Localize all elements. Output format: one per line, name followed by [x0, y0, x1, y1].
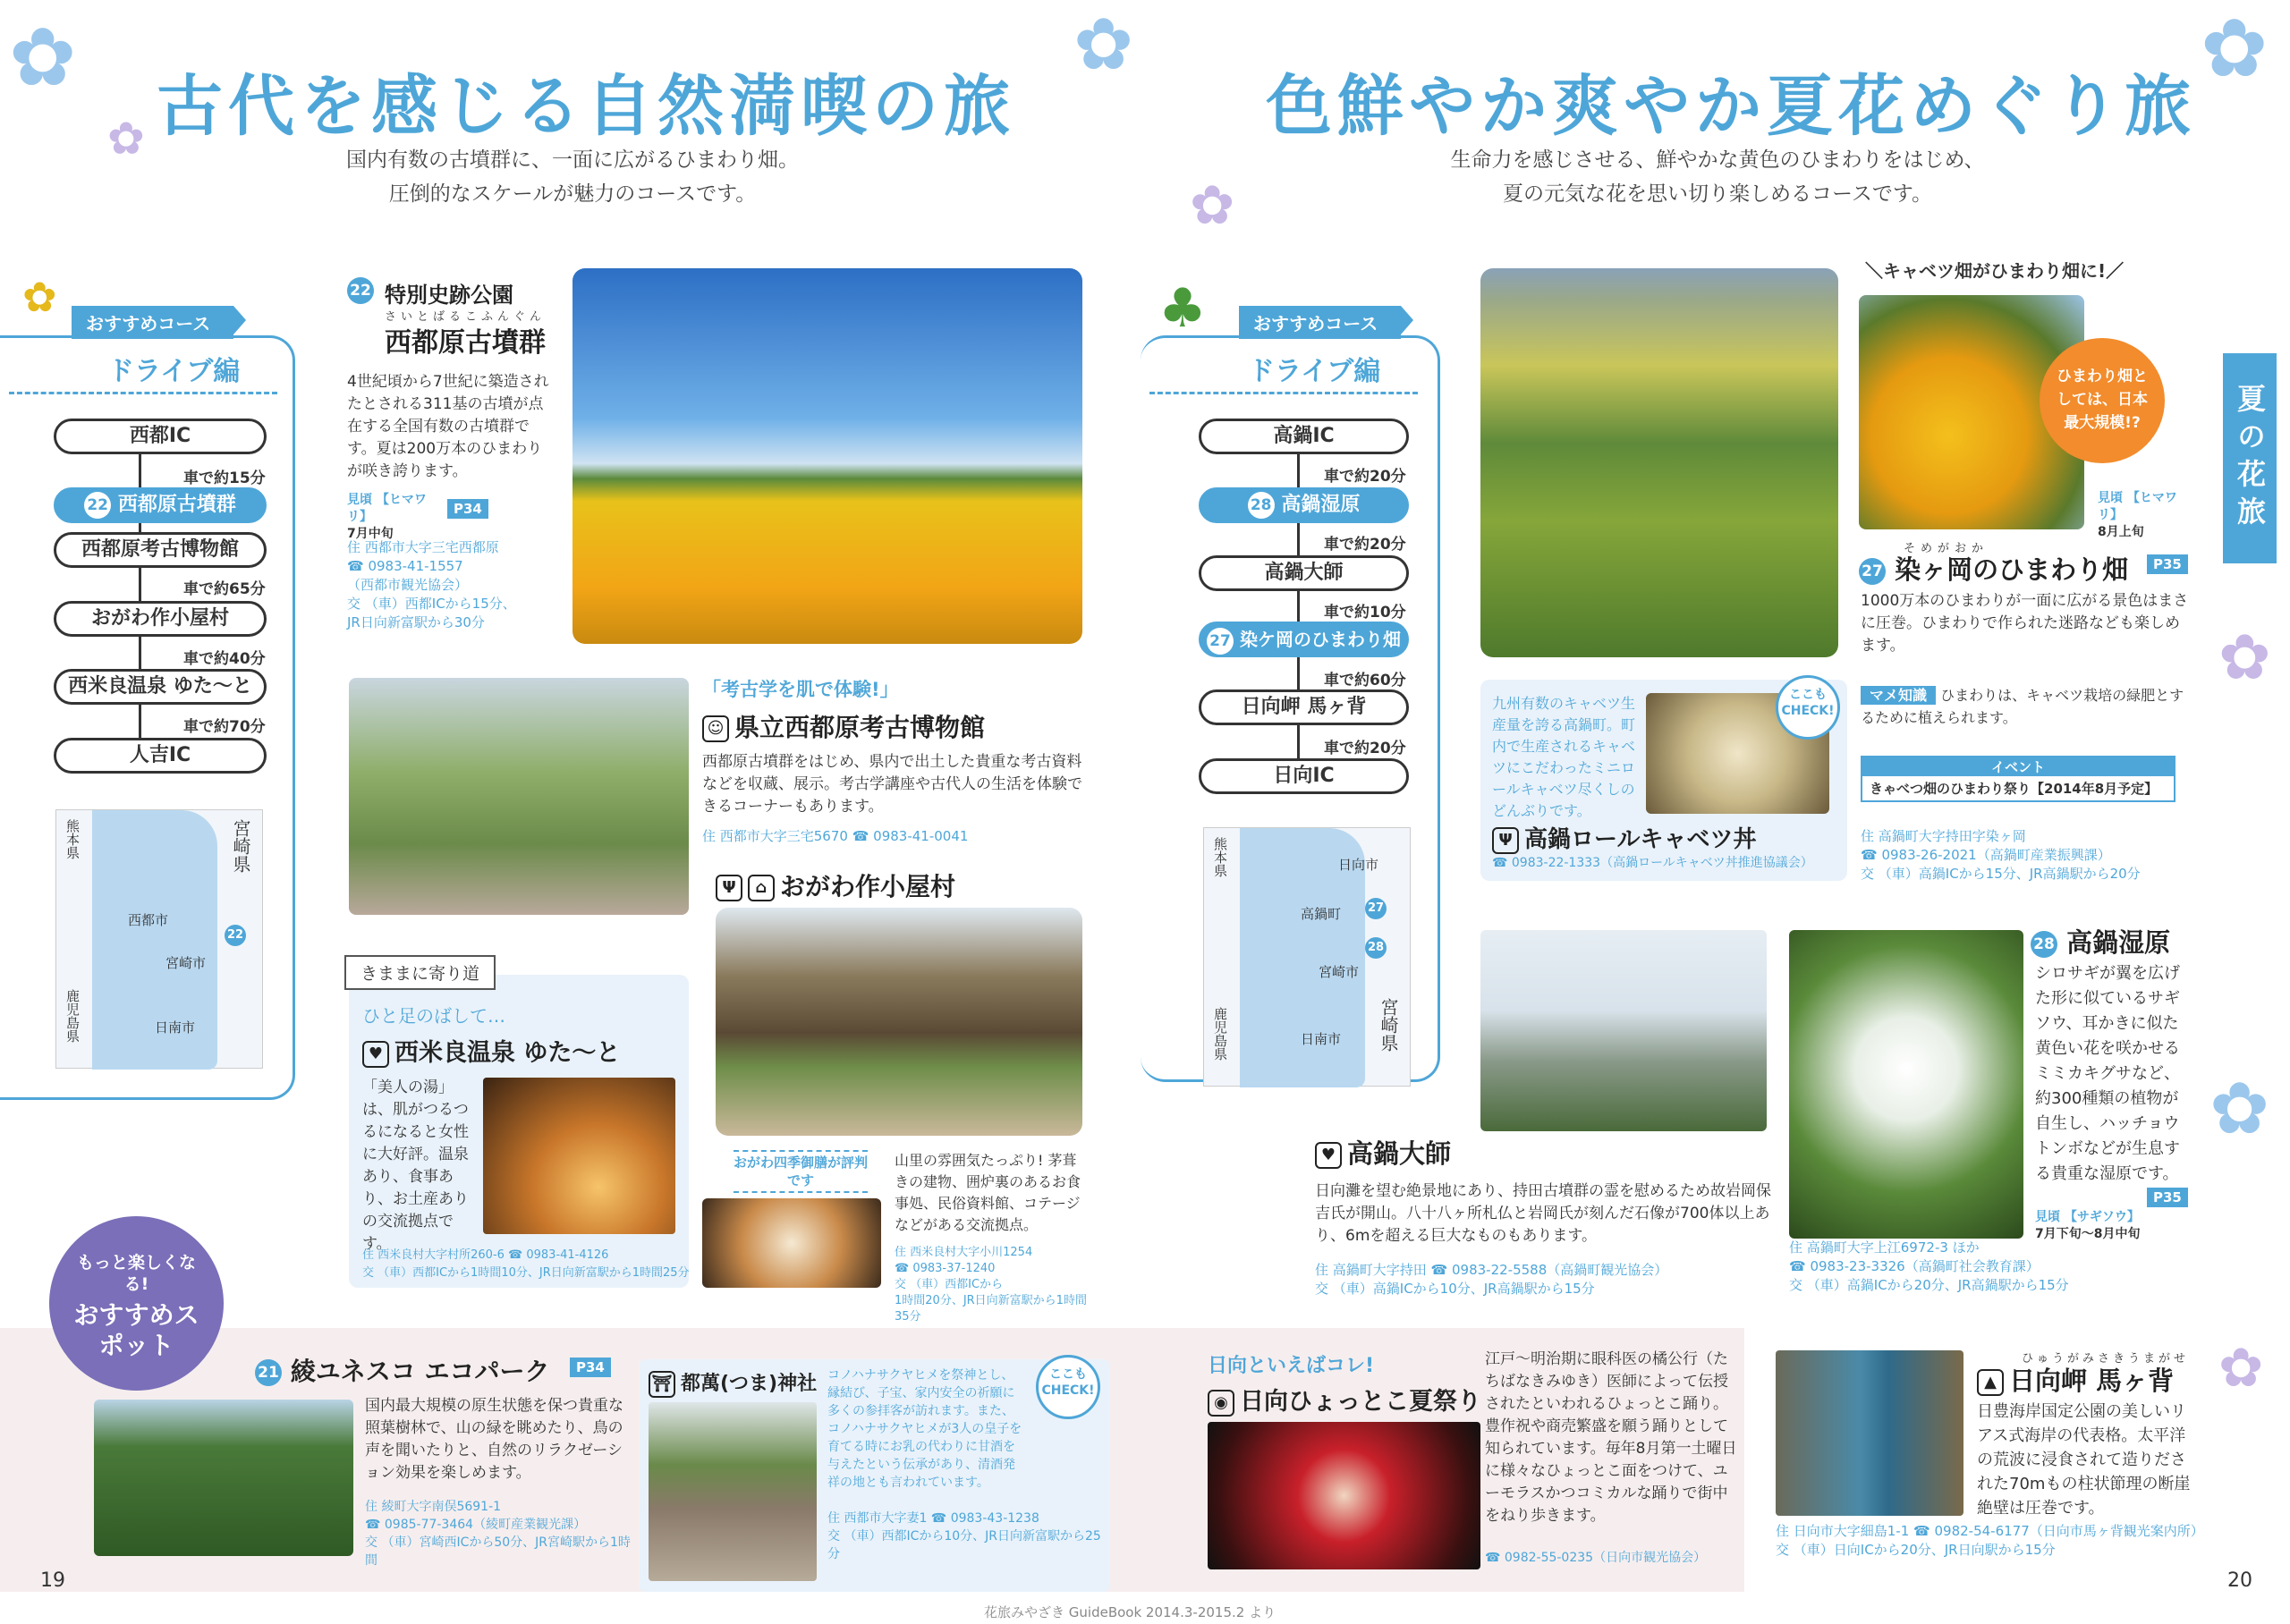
spot-ruby: そめがおか [1904, 542, 1989, 555]
spot-description: 山里の雰囲気たっぷり! 茅葺きの建物、囲炉裏のあるお食事処、民俗資料館、コテージなどがある交流拠点。 [895, 1152, 1081, 1233]
aya-bridge-photo [94, 1400, 353, 1556]
spot-name: 西都原古墳群 [385, 327, 546, 359]
map-pin: 28 [1365, 937, 1387, 959]
leg-time: 車で約15分 [183, 469, 266, 487]
access: 交 （車）西都ICから1時間10分、JR日向新富駅から1時間25分 [362, 1266, 690, 1280]
phone: ☎ 0983-22-1333（高鍋ロールキャベツ丼推進協議会） [1492, 856, 1813, 870]
right-lead-line1: 生命力を感じさせる、鮮やかな黄色のひまわりをはじめ、 [1450, 148, 1985, 172]
event-text: きゃべつ畑のひまわり祭り【2014年8月予定】 [1870, 781, 2159, 797]
page-ref[interactable]: P34 [570, 1358, 611, 1377]
flower-icon: ✿ [2209, 1067, 2270, 1150]
stop-number: 22 [84, 492, 111, 519]
left-map [55, 809, 263, 1069]
stop-takanabe-ic: 高鍋IC [1199, 419, 1409, 454]
spot-description: 西都原古墳群をはじめ、県内で出土した貴重な考古資料などを収蔵、展示。考古学講座や古代人の生活を体験できるコーナーもあります。 [702, 753, 1082, 816]
bloom-period: 8月上旬 [2098, 525, 2144, 539]
stop-yutato: 西米良温泉 ゆた～と [54, 669, 267, 705]
spot-name [2031, 923, 2170, 960]
page-number: 19 [40, 1569, 65, 1592]
shrine-photo [649, 1402, 817, 1581]
check-badge: ここもCHECK! [1776, 675, 1840, 740]
spot-description: 「美人の湯」は、肌がつるつるになると女性に大好評。温泉あり、食事あり、お土産ありの交流拠点です。 [362, 1078, 469, 1253]
flower-icon: ✿ [1073, 3, 1134, 86]
spot-name-text: 高鍋湿原 [2066, 927, 2171, 958]
spot-name [702, 708, 985, 744]
spot-info [362, 1247, 693, 1282]
stop-label: 染ケ岡のひまわり畑 [1239, 629, 1401, 650]
map-pin: 22 [225, 925, 246, 946]
address: 住 高鍋町大字上江6972-3 ほか [1789, 1239, 1980, 1256]
leg-time: 車で約60分 [1324, 672, 1406, 689]
spot-subtitle: 特別史跡公園 [385, 283, 513, 308]
bloom-label: 見頃 [2098, 491, 2123, 505]
leg-time: 車で約20分 [1324, 536, 1406, 554]
map-pref-label: 宮崎県 [230, 819, 251, 873]
spot-description: 1000万本のひまわりが一面に広がる景色はまさに圧巻。ひまわりで作られた迷路なども楽しめます。 [1861, 592, 2189, 655]
drive-label: ドライブ編 [9, 349, 277, 394]
address-phone: 住 高鍋町大字持田 ☎ 0983-22-5588（高鍋町観光協会） [1315, 1262, 1668, 1278]
access: 交 （車）宮崎西ICから50分、JR宮崎駅から1時間 [365, 1535, 631, 1568]
meal-badge: おがわ四季御膳が評判です [734, 1150, 868, 1193]
spot-name [1492, 821, 1756, 854]
sunflower-field-photo [572, 268, 1082, 644]
address: 住 西都市大字三宅西都原 [347, 539, 499, 555]
right-lead-line2: 夏の元気な花を思い切り楽しめるコースです。 [1502, 182, 1932, 206]
umagase-photo [1776, 1350, 1963, 1516]
spot-description: 国内最大規模の原生状態を保つ貴重な照葉樹林で、山の緑を眺めたり、鳥の声を聞いたりと、自然のリラクゼーション効果を楽しめます。 [365, 1397, 623, 1482]
spot-name [649, 1368, 817, 1398]
spot-info [347, 538, 571, 632]
map-city-label: 日向市 [1338, 857, 1379, 873]
stop-ogawa: おがわ作小屋村 [54, 601, 267, 637]
onsen-photo [483, 1078, 675, 1234]
flower-icon: ✿ [2218, 1337, 2264, 1400]
event-box [1861, 756, 2176, 802]
spot-info [365, 1498, 633, 1569]
heart-icon: ♥ [1315, 1142, 1342, 1169]
spot-ruby: ひゅうがみさきうまがせ [2022, 1352, 2190, 1366]
spot-name-text: 染ヶ岡のひまわり畑 [1895, 554, 2129, 585]
map-city-label: 高鍋町 [1301, 906, 1342, 922]
access: 交 （車）西都ICから15分、 [347, 596, 516, 612]
bloom-period: 7月下旬～8月中旬 [2035, 1227, 2141, 1241]
palm-tree-icon: ♣ [1158, 277, 1207, 340]
organization: （西都市観光協会） [347, 577, 469, 593]
address-phone: 住 西都市大字妻1 ☎ 0983-43-1238 [827, 1511, 1039, 1526]
spot-description: シロサギが翼を広げた形に似ているサギソウ、耳かきに似た黄色い花を咲かせるミミカキグサなど、約300種類の植物が自生し、ハッチョウトンボなどが生息する貴重な湿原です。 [2035, 964, 2180, 1183]
spot-catch: 日向といえばコレ! [1208, 1355, 1375, 1377]
stop-takanabe-daishi: 高鍋大師 [1199, 555, 1409, 591]
spot-number: 28 [2031, 931, 2057, 958]
phone: ☎ 0983-26-2021（高鍋町産業振興課） [1861, 847, 2111, 863]
spot-name [1977, 1361, 2174, 1398]
spot-description: コノハナサクヤヒメを祭神とし、縁結び、子宝、家内安全の祈願に多くの参拝客が訪れます。また、コノハナサクヤヒメが3人の皇子を育てる時にお乳の代わりに甘酒を与えたという伝承があり、清酒発祥の地とも言われています。 [827, 1368, 1022, 1490]
page-ref[interactable]: P34 [447, 499, 488, 519]
recommend-badge [49, 1216, 224, 1391]
spot-description: 江戸～明治期に眼科医の橘公行（たちばなきみゆき）医師によって伝授されたといわれるひょっとこ踊り。豊作祝や商売繁盛を願う踊りとして知られています。毎年8月第一土曜日に様々なひょっとこ面をつけて、ユーモラスかつコミカルな踊りで街中をねり歩きます。 [1485, 1350, 1737, 1525]
address: 住 高鍋町大字持田字染ヶ岡 [1861, 828, 2026, 844]
course-tag: おすすめコース [1239, 306, 1401, 339]
leg-time: 車で約70分 [183, 718, 266, 736]
leg-time: 車で約40分 [183, 650, 266, 668]
stop-hitoyoshi-ic: 人吉IC [54, 738, 267, 774]
spot-name-text: 都萬(つま)神社 [681, 1373, 818, 1395]
stop-saito-ic: 西都IC [54, 419, 267, 454]
spot-name-text: 高鍋ロールキャベツ丼 [1524, 826, 1757, 853]
spot-info [827, 1510, 1105, 1563]
stop-number: 28 [1248, 492, 1275, 519]
spot-catch: ひと足のばして… [362, 1005, 505, 1027]
access: 交 （車）高鍋ICから20分、JR高鍋駅から15分 [1789, 1277, 2069, 1293]
phone: ☎ 0983-23-3326（高鍋町社会教育課） [1789, 1258, 2040, 1274]
leg-time: 車で約65分 [183, 580, 266, 598]
spot-info [1789, 1239, 2138, 1295]
drive-label: ドライブ編 [1149, 349, 1418, 394]
badge-big-text: おすすめスポット [73, 1300, 199, 1360]
left-lead-line2: 圧倒的なスケールが魅力のコースです。 [388, 182, 757, 206]
access: 交 （車）日向ICから20分、JR日向駅から15分 [1776, 1542, 2056, 1558]
access: 交 （車）西都ICから [895, 1278, 1004, 1291]
tip-label: マメ知識 [1861, 686, 1936, 705]
course-tag: おすすめコース [72, 306, 233, 339]
spot-number: 21 [255, 1359, 282, 1386]
access: 1時間20分、JR日向新富駅から1時間35分 [895, 1294, 1087, 1324]
address-phone: 住 西米良村大字村所260-6 ☎ 0983-41-4126 [362, 1248, 609, 1262]
spot-info [1315, 1261, 1780, 1298]
right-map [1203, 827, 1411, 1087]
spot-name-text: 県立西都原考古博物館 [734, 713, 986, 742]
stop-number: 27 [1207, 628, 1234, 655]
stop-hyuga-ic: 日向IC [1199, 758, 1409, 794]
spot-name-text: 高鍋大師 [1347, 1138, 1452, 1169]
stop-takanabe-marsh [1199, 487, 1409, 523]
spot-info: 住 西都市大字三宅5670 ☎ 0983-41-0041 [702, 828, 969, 844]
museum-icon: ☺ [702, 715, 729, 742]
map-pref-label: 熊本県 [64, 819, 81, 859]
spot-name [1315, 1134, 1451, 1171]
spot-description: 九州有数のキャベツ生産量を誇る高鍋町。町内で生産されるキャベツにこだわったミニロールキャベツ尽くしのどんぶりです。 [1492, 695, 1636, 819]
shrine-icon: ⛩ [649, 1371, 675, 1398]
heart-icon: ♥ [362, 1041, 389, 1068]
phone: ☎ 0983-37-1240 [895, 1262, 996, 1275]
map-city-label: 日南市 [155, 1019, 196, 1036]
festival-icon: ◉ [1208, 1390, 1234, 1417]
address: 住 西米良村大字小川1254 [895, 1246, 1033, 1259]
phone: ☎ 0985-77-3464（綾町産業観光課） [365, 1518, 587, 1532]
bloom-label: 見頃 [2035, 1210, 2060, 1224]
bloom-period: 7月中旬 [347, 527, 394, 541]
museum-photo [349, 678, 689, 915]
left-title: 古代を感じる自然満喫の旅 [157, 68, 1015, 145]
spot-name [362, 1033, 620, 1068]
spot-ruby: さいとばるこふんぐん [385, 310, 547, 324]
spot-name-text: 綾ユネスコ エコパーク [290, 1357, 550, 1386]
badge-small-text: もっと楽しくなる! [76, 1253, 196, 1294]
leg-time: 車で約20分 [1324, 468, 1406, 486]
house-icon: ⌂ [748, 875, 775, 901]
spot-name [716, 867, 955, 903]
bloom-kind: 【ヒマワリ】 [2098, 491, 2177, 522]
flower-icon: ✿ [9, 11, 77, 105]
stop-label: 高鍋湿原 [1281, 494, 1361, 516]
sunflower-icon: ✿ [22, 273, 57, 321]
sagisou-photo [1789, 930, 2023, 1239]
leg-time: 車で約10分 [1324, 604, 1406, 622]
address: 住 綾町大字南俣5691-1 [365, 1500, 502, 1514]
hyottoko-photo [1208, 1422, 1480, 1569]
address-phone: 住 日向市大字細島1-1 ☎ 0982-54-6177（日向市馬ヶ背観光案内所） [1776, 1523, 2204, 1539]
aerial-maze-photo [1480, 268, 1838, 657]
phone: ☎ 0982-55-0235（日向市観光協会） [1485, 1551, 1707, 1565]
access: 交 （車）西都ICから10分、JR日向新富駅から25分 [827, 1529, 1101, 1561]
map-pref-label: 熊本県 [1212, 837, 1228, 877]
flower-icon: ✿ [1190, 174, 1235, 237]
left-lead-line1: 国内有数の古墳群に、一面に広がるひまわり畑。 [346, 148, 799, 172]
map-pref-label: 鹿児島県 [64, 989, 81, 1043]
access: 交 （車）高鍋ICから15分、JR高鍋駅から20分 [1861, 866, 2141, 882]
bloom-kind: 【ヒマワリ】 [347, 493, 427, 524]
spot-name-text: おがわ作小屋村 [780, 872, 956, 901]
speech-bubble: ひまわり畑としては、日本最大規模!? [2040, 338, 2165, 463]
spot-info [1861, 827, 2192, 884]
flower-icon: ✿ [2201, 2, 2269, 96]
map-city-label: 宮崎市 [1319, 964, 1360, 980]
stop-umagase: 日向岬 馬ヶ背 [1199, 689, 1409, 725]
left-lead [268, 143, 877, 211]
page-ref[interactable]: P35 [2147, 1188, 2188, 1207]
map-pin: 27 [1365, 898, 1387, 919]
spot-description: 日向灘を望む絶景地にあり、持田古墳群の霊を慰めるため故岩岡保吉氏が開山。八十八ヶ所札仏と岩岡氏が刻んだ石像が700体以上あり、6mを超える巨大なものもあります。 [1315, 1182, 1771, 1245]
access: 交 （車）高鍋ICから10分、JR高鍋駅から15分 [1315, 1281, 1595, 1297]
leg-time: 車で約20分 [1324, 740, 1406, 757]
map-pref-label: 宮崎県 [1378, 998, 1399, 1052]
spot-description: 4世紀頃から7世紀に築造されたとされる311基の古墳が点在する全国有数の古墳群です。夏は200万本のひまわりが咲き誇ります。 [347, 373, 549, 480]
bloom-season [347, 492, 445, 543]
right-title: 色鮮やか爽やか夏花めぐり旅 [1266, 68, 2196, 145]
spot-description: 日豊海岸国定公園の美しいリアス式海岸の代表格。太平洋の荒波に浸食されて造りだされた70mもの柱状節理の断崖絶壁は圧巻です。 [1977, 1402, 2191, 1518]
spot-number: 27 [1859, 558, 1886, 585]
mountain-icon: ▲ [1977, 1369, 2004, 1396]
restaurant-icon: Ψ [716, 875, 742, 901]
meal-photo [702, 1198, 881, 1288]
event-label: イベント [1862, 757, 2174, 776]
spot-name [255, 1352, 550, 1388]
spot-name [1208, 1382, 1481, 1417]
footer-credit: 花旅みやざき GuideBook 2014.3-2015.2 より [984, 1604, 1276, 1620]
bloom-kind: 【サギソウ】 [2064, 1210, 2140, 1224]
tip-box [1861, 684, 2187, 729]
route-line [139, 438, 141, 760]
bloom-season [2098, 490, 2196, 541]
check-badge: ここもCHECK! [1036, 1355, 1100, 1419]
restaurant-icon: Ψ [1492, 827, 1519, 854]
flower-icon: ✿ [2218, 621, 2271, 694]
page-ref[interactable]: P35 [2147, 554, 2188, 574]
flower-icon: ✿ [107, 113, 145, 165]
stop-museum: 西都原考古博物館 [54, 532, 267, 568]
spot-catch: ＼キャベツ畑がひまわり畑に!／ [1865, 260, 2125, 282]
spot-number: 22 [347, 277, 374, 304]
spot-info [895, 1245, 1100, 1325]
spot-catch: 「考古学を肌で体験!」 [702, 679, 899, 700]
map-pref-label: 鹿児島県 [1212, 1007, 1228, 1061]
spot-info [1776, 1522, 2205, 1560]
detour-label: きままに寄り道 [344, 955, 496, 990]
spot-name-text: 西米良温泉 ゆた～と [394, 1039, 621, 1067]
daishi-photo [1480, 930, 1767, 1131]
stop-somegaoka [1199, 622, 1409, 657]
bloom-label: 見頃 [347, 493, 372, 507]
spot-name-text: 日向岬 馬ヶ背 [2009, 1366, 2175, 1396]
stop-label: 西都原古墳群 [117, 494, 236, 516]
ogawa-village-photo [716, 908, 1082, 1136]
map-city-label: 西都市 [128, 912, 169, 928]
spot-name-text: 日向ひょっとこ夏祭り [1240, 1388, 1481, 1416]
map-city-label: 宮崎市 [165, 955, 207, 971]
page-number: 20 [2227, 1569, 2252, 1592]
stop-saitobaru-kofun [54, 487, 267, 523]
phone: ☎ 0983-41-1557 [347, 558, 463, 574]
map-city-label: 日南市 [1301, 1031, 1342, 1047]
spot-name [1859, 550, 2128, 587]
side-tab: 夏の花旅 [2223, 353, 2277, 563]
tip-text: ひまわりは、キャベツ栽培の緑肥とするために植えられます。 [1861, 687, 2184, 726]
access: JR日向新富駅から30分 [347, 614, 485, 630]
right-lead [1395, 143, 2040, 211]
